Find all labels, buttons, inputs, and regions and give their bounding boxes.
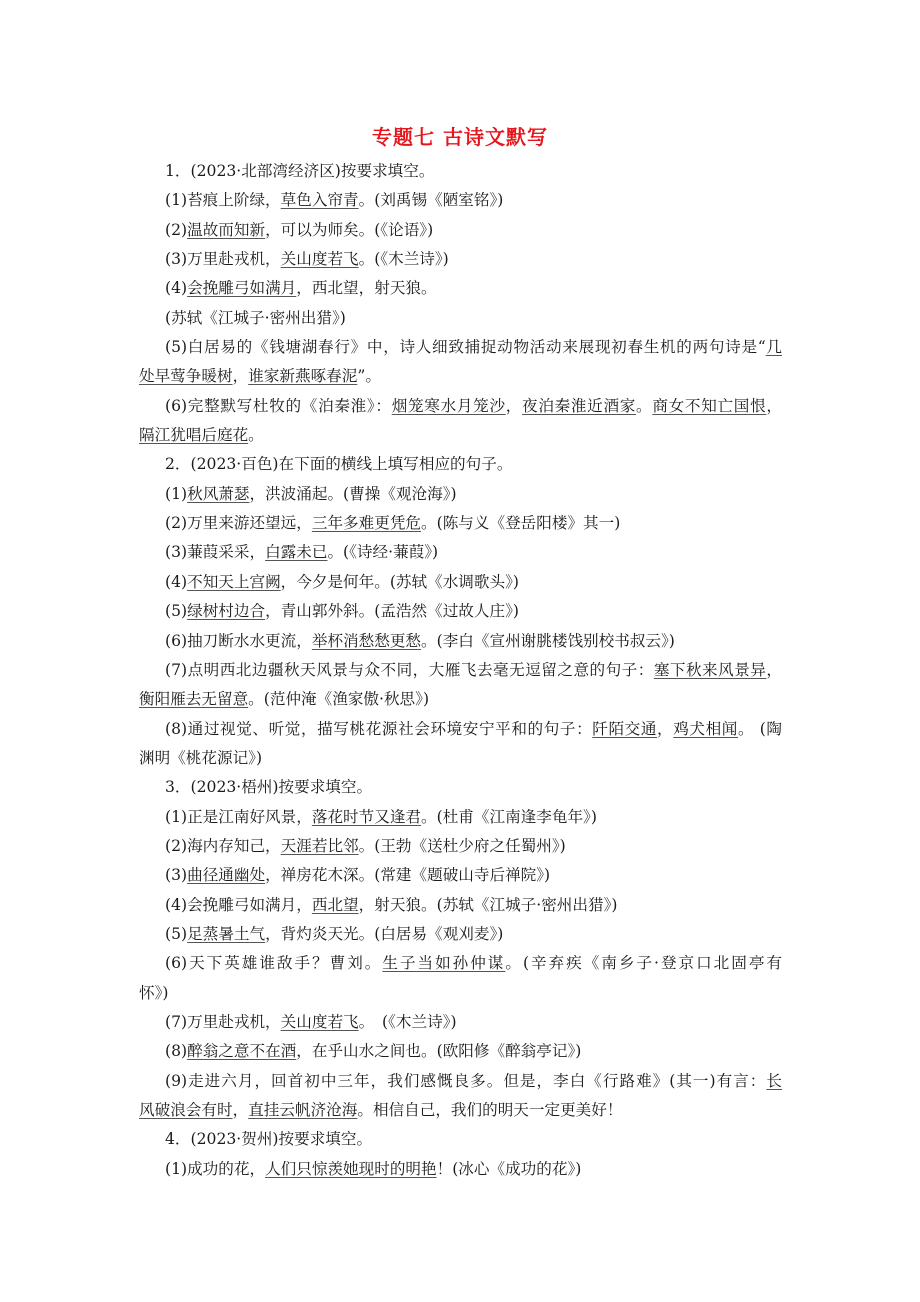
text-line — [139, 979, 782, 1008]
text-line — [139, 216, 782, 245]
answer-text: 几 — [765, 338, 782, 357]
question-text: 。(范仲淹《渔家傲·秋思》) — [248, 690, 430, 709]
question-text: (5) — [165, 602, 188, 621]
question-text: (7)点明西北边疆秋天风景与众不同，大雁飞去毫无逗留之意的句子： — [165, 660, 654, 679]
question-text: (8) — [165, 1042, 188, 1061]
answer-text: 白露未已 — [265, 543, 328, 562]
answer-text: 草色入帘青 — [280, 191, 359, 210]
answer-text: 秋风萧瑟 — [187, 484, 250, 503]
question-text: (1)正是江南好风景， — [165, 807, 312, 826]
text-line — [139, 186, 782, 215]
text-line — [139, 597, 782, 626]
answer-text: 塞下秋来风景异 — [653, 660, 767, 679]
question-text: (4)会挽雕弓如满月， — [165, 895, 312, 914]
question-text: 。(杜甫《江南逢李龟年》) — [421, 807, 597, 826]
question-text: 。(王勃《送杜少府之任蜀州》) — [358, 836, 566, 855]
question-text: 2．(2023·百色)在下面的横线上填写相应的句子。 — [165, 455, 513, 474]
question-text: (5) — [165, 924, 188, 943]
question-text: (4) — [165, 279, 188, 298]
answer-text: 风破浪会有时 — [139, 1101, 233, 1119]
question-text: ， — [505, 396, 523, 415]
answer-text: 人们只惊羡她现时的明艳 — [265, 1159, 437, 1178]
text-line — [139, 1155, 782, 1184]
question-text: ，青山郭外斜。(孟浩然《过故人庄》) — [265, 602, 519, 621]
answer-text: 关山度若飞 — [280, 250, 359, 269]
question-text: (1)苔痕上阶绿， — [165, 191, 281, 210]
answer-text: 落花时节又逢君 — [311, 807, 422, 826]
text-line — [139, 715, 782, 744]
answer-text: 绿树村边合 — [187, 602, 266, 621]
text-line — [139, 480, 782, 509]
question-text: ，背灼炎天光。(白居易《观刈麦》) — [265, 924, 504, 943]
answer-text: 衡阳雁去无留意 — [139, 690, 249, 709]
question-text: ，在乎山水之间也。(欧阳修《醉翁亭记》) — [296, 1042, 582, 1061]
question-text: ，西北望，射天狼。 — [296, 279, 437, 298]
answer-text: 阡陌交通 — [592, 719, 658, 738]
text-line — [139, 803, 782, 832]
text-line — [139, 656, 782, 685]
question-text: ”。 — [357, 367, 381, 386]
text-line — [139, 421, 782, 450]
answer-text: 曲径通幽处 — [187, 866, 266, 885]
question-text: 。 (陶 — [737, 719, 782, 738]
question-text: ， — [232, 1101, 249, 1119]
question-text: ，禅房花木深。(常建《题破山寺后禅院》) — [265, 866, 551, 885]
text-line — [139, 509, 782, 538]
question-text: ，今夕是何年。(苏轼《水调歌头》) — [280, 572, 519, 591]
question-text: 。(辛弃疾《南乡子·登京口北固亭有 — [505, 954, 782, 973]
question-text: 渊明《桃花源记》) — [139, 748, 263, 767]
text-line — [139, 304, 782, 333]
question-text: 。 (《木兰诗》) — [358, 1012, 457, 1031]
question-text: ，洪波涌起。(曹操《观沧海》) — [249, 484, 457, 503]
answer-text: 烟笼寒水月笼沙 — [391, 396, 506, 415]
text-line — [139, 450, 782, 479]
question-text: (6)天下英雄谁敌手？曹刘。 — [165, 954, 383, 973]
text-line — [139, 949, 782, 978]
question-text: 1．(2023·北部湾经济区)按要求填空。 — [165, 162, 435, 180]
question-text: (7)万里赴戎机， — [165, 1012, 281, 1031]
answer-text: 会挽雕弓如满月 — [187, 279, 297, 298]
text-line — [139, 1067, 782, 1096]
question-text: 怀》) — [139, 983, 169, 1002]
question-text: 。(陈与义《登岳阳楼》其一) — [421, 514, 621, 533]
question-text: 。(《诗经·蒹葭》) — [327, 543, 439, 562]
text-line — [139, 157, 782, 186]
question-text: ， — [657, 719, 674, 738]
question-text: ， — [766, 396, 782, 415]
answer-text: 足蒸暑土气 — [187, 924, 266, 943]
text-line — [139, 333, 782, 362]
answer-text: 举杯消愁愁更愁 — [311, 631, 422, 650]
question-text: ！(冰心《成功的花》) — [436, 1159, 582, 1178]
text-line — [139, 685, 782, 714]
question-text: (8)通过视觉、听觉，描写桃花源社会环境安宁平和的句子： — [165, 719, 593, 738]
question-text: 4．(2023·贺州)按要求填空。 — [165, 1130, 373, 1149]
text-line — [139, 832, 782, 861]
question-text: (6)完整默写杜牧的《泊秦淮》： — [165, 396, 392, 415]
answer-text: 直挂云帆济沧海 — [248, 1101, 358, 1119]
text-line — [139, 891, 782, 920]
text-line — [139, 392, 782, 421]
question-text: (5)白居易的《钱塘湖春行》中，诗人细致捕捉动物活动来展现初春生机的两句诗是“ — [165, 338, 766, 357]
text-line — [139, 744, 782, 773]
question-text: ， — [766, 660, 782, 679]
question-text: (2)万里来游还望远， — [165, 514, 312, 533]
question-text: 。相信自己，我们的明天一定更美好！ — [357, 1101, 623, 1119]
question-text: (2) — [165, 220, 188, 239]
question-text: ，可以为师矣。(《论语》) — [265, 220, 434, 239]
text-line — [139, 1008, 782, 1037]
answer-text: 天涯若比邻 — [280, 836, 359, 855]
answer-text: 夜泊秦淮近酒家 — [522, 396, 637, 415]
answer-text: 处早莺争暖树 — [139, 367, 233, 386]
question-text: (苏轼《江城子·密州出猎》) — [165, 308, 346, 327]
answer-text: 鸡犬相闻 — [673, 719, 738, 738]
text-line — [139, 1037, 782, 1066]
text-line — [139, 861, 782, 890]
page-title: 专题七 古诗文默写 — [372, 125, 548, 149]
answer-text: 醉翁之意不在酒 — [187, 1042, 297, 1061]
question-text: (9)走进六月，回首初中三年，我们感慨良多。但是，李白《行路难》(其一)有言： — [165, 1071, 767, 1090]
answer-text: 隔江犹唱后庭花 — [139, 426, 249, 445]
question-text: 3．(2023·梧州)按要求填空。 — [165, 778, 373, 797]
question-text: (3)蒹葭采采， — [165, 543, 266, 562]
question-text: (1) — [165, 484, 188, 503]
question-text: (3) — [165, 866, 188, 885]
answer-text: 商女不知亡国恨 — [652, 396, 767, 415]
answer-text: 生子当如孙仲谋 — [382, 954, 506, 973]
question-text: 。(刘禹锡《陋室铭》) — [358, 191, 504, 210]
question-text: ， — [232, 367, 249, 386]
question-text: (4) — [165, 572, 188, 591]
text-line — [139, 773, 782, 802]
question-text: 。(李白《宣州谢朓楼饯别校书叔云》) — [421, 631, 675, 650]
text-line — [139, 274, 782, 303]
question-text: 。 — [636, 396, 653, 415]
answer-text: 温故而知新 — [187, 220, 266, 239]
text-line — [139, 1125, 782, 1154]
question-text: 。 — [248, 426, 264, 445]
text-line — [139, 362, 782, 391]
text-line — [139, 568, 782, 597]
question-text: (1)成功的花， — [165, 1159, 266, 1178]
text-line — [139, 627, 782, 656]
question-text: (3)万里赴戎机， — [165, 250, 281, 269]
answer-text: 西北望 — [311, 895, 359, 914]
answer-text: 长 — [766, 1071, 782, 1090]
question-text: 。(《木兰诗》) — [358, 250, 449, 269]
text-line — [139, 920, 782, 949]
document-body — [139, 157, 782, 1184]
answer-text: 三年多难更凭危 — [311, 514, 422, 533]
text-line — [139, 1096, 782, 1125]
answer-text: 谁家新燕啄春泥 — [248, 367, 358, 386]
text-line — [139, 538, 782, 567]
question-text: ，射天狼。(苏轼《江城子·密州出猎》) — [358, 895, 618, 914]
question-text: (2)海内存知己， — [165, 836, 281, 855]
question-text: (6)抽刀断水水更流， — [165, 631, 312, 650]
answer-text: 不知天上宫阙 — [187, 572, 281, 591]
text-line — [139, 245, 782, 274]
answer-text: 关山度若飞 — [280, 1012, 359, 1031]
